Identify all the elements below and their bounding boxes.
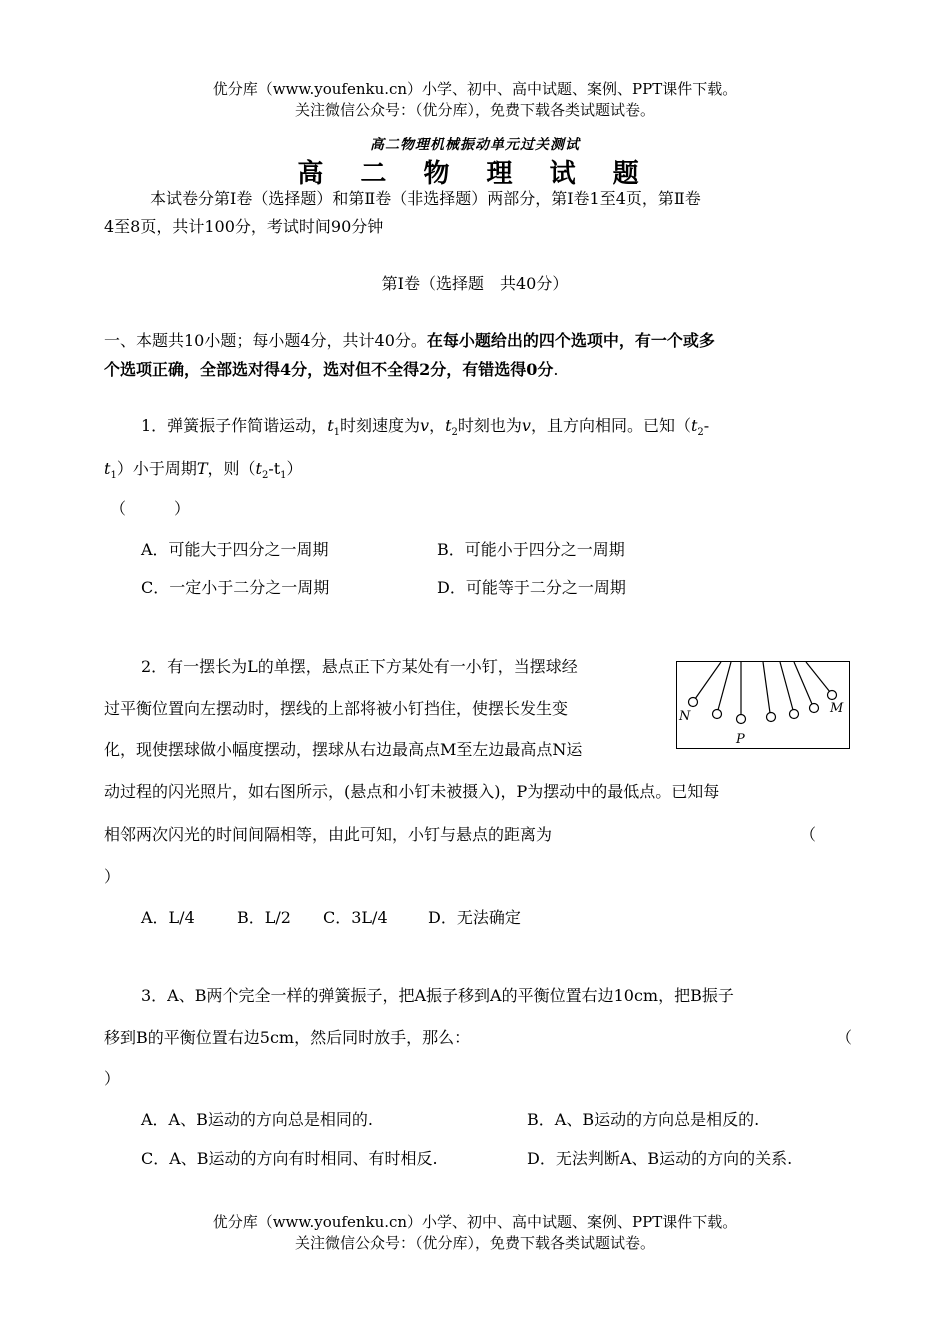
q1-line-2 [104,456,303,481]
q1-option-d: D．可能等于二分之一周期 [437,578,626,597]
header-line-2: 关注微信公众号：（优分库），免费下载各类试题试卷。 [294,101,655,119]
pendulum-flash-figure [676,661,850,749]
intro-line-2: 4至8页，共计100分，考试时间90分钟 [104,217,384,236]
q2-line-1: 2．有一摆长为L的单摆，悬点正下方某处有一小钉，当摆球经 [141,657,578,676]
ball-4 [767,713,776,722]
q1-option-c: C．一定小于二分之一周期 [141,578,330,597]
ball-5 [790,710,799,719]
q1-sub-4: 1 [110,470,117,482]
part-one-bold-2: 个选项正确，全部选对得4分，选对但不全得2分，有错选得0分 [104,360,554,379]
q1-sub-2: 2 [451,427,458,439]
q3-option-c: C．A、B运动的方向有时相同、有时相反. [141,1149,438,1168]
q1-var-t5: t [255,459,262,478]
part-one-bold-1: 在每小题给出的四个选项中，有一个或多 [426,331,715,350]
footer-line-2: 关注微信公众号：（优分库），免费下载各类试题试卷。 [294,1234,655,1252]
q1-text-a: 1．弹簧振子作简谐运动， [141,416,328,435]
q3-line-2: 移到B的平衡位置右边5cm，然后同时放手，那么： [104,1028,471,1047]
q1-text-j: ） [286,459,303,478]
q1-text-f: - [703,416,710,435]
q3-line-1: 3．A、B两个完全一样的弹簧振子，把A振子移到A的平衡位置右边10cm，把B振子 [141,986,734,1005]
q1-option-b: B．可能小于四分之一周期 [437,540,625,559]
q2-line-4: 动过程的闪光照片，如右图所示，(悬点和小钉未被摄入)，P为摆动中的最低点。已知每 [104,782,720,801]
string-6 [794,662,812,704]
q1-sub-1: 1 [333,427,340,439]
q1-var-T: T [196,459,208,478]
label-p: P [736,732,745,747]
part-one-end: . [553,360,559,379]
intro-line-1: 本试卷分第Ⅰ卷（选择题）和第Ⅱ卷（非选择题）两部分，第Ⅰ卷1至4页，第Ⅱ卷 [150,189,701,208]
ball-p [737,715,746,724]
q1-var-t4: t [104,459,111,478]
q2-line-2: 过平衡位置向左摆动时，摆线的上部将被小钉挡住，使摆长发生变 [104,699,569,718]
q1-var-v1: v [420,416,430,435]
q1-sub-6: 1 [280,470,287,482]
q1-var-t2: t [445,416,452,435]
ball-2 [713,710,722,719]
q3-option-d: D．无法判断A、B运动的方向的关系. [527,1149,793,1168]
string-5 [780,662,793,710]
q1-var-t1: t [327,416,334,435]
q1-text-d: 时刻也为 [457,416,522,435]
footer-line-1: 优分库（www.youfenku.cn）小学、初中、高中试题、案例、PPT课件下载。 [212,1213,738,1231]
q3-bracket-open: （ [836,1028,853,1047]
q3-option-a: A．A、B运动的方向总是相同的. [141,1110,373,1129]
string-4 [763,662,770,713]
q1-line-1 [141,413,709,438]
string-n [695,662,721,699]
q2-bracket-close: ） [104,867,121,886]
exam-subtitle: 高二物理机械振动单元过关测试 [370,137,580,153]
q2-option-b: B．L/2 [237,908,291,927]
q1-var-t3: t [690,416,698,435]
q1-text-c: ， [429,416,446,435]
q2-option-d: D．无法确定 [428,908,521,927]
q1-var-v2: v [521,416,531,435]
q2-line-3: 化，现使摆球做小幅度摆动，摆球从右边最高点M至左边最高点N运 [104,740,583,759]
q1-text-i: -t [268,459,281,478]
pendulum-diagram [677,662,849,748]
q1-answer-bracket: （ ） [110,499,191,518]
part-one-normal: 一、本题共10小题；每小题4分，共计40分。 [104,331,427,350]
string-m [806,662,830,692]
exam-title: 高 二 物 理 试 题 [297,159,653,189]
header-line-1: 优分库（www.youfenku.cn）小学、初中、高中试题、案例、PPT课件下载。 [212,80,738,98]
q1-text-g: ）小于周期 [116,459,197,478]
q2-option-c: C．3L/4 [323,908,388,927]
q1-text-e: ，且方向相同。已知（ [530,416,691,435]
q1-option-a: A．可能大于四分之一周期 [141,540,329,559]
q2-line-5: 相邻两次闪光的时间间隔相等，由此可知，小钉与悬点的距离为 [104,825,553,844]
label-n: N [679,709,691,724]
ball-n [689,698,698,707]
ball-m [828,691,837,700]
ball-6 [810,704,819,713]
label-m: M [830,701,844,716]
q3-option-b: B．A、B运动的方向总是相反的. [527,1110,760,1129]
q2-option-a: A．L/4 [141,908,195,927]
part-one-line-2 [104,357,559,380]
string-2 [718,662,731,710]
q1-text-b: 时刻速度为 [340,416,421,435]
q3-bracket-close: ） [104,1069,121,1088]
q2-bracket-open: （ [800,825,817,844]
q1-sub-5: 2 [261,470,269,482]
part-one-line-1 [104,328,715,351]
q1-text-h: ，则（ [207,459,256,478]
q1-sub-3: 2 [697,427,704,439]
section-heading: 第Ⅰ卷（选择题 共40分） [381,274,569,293]
